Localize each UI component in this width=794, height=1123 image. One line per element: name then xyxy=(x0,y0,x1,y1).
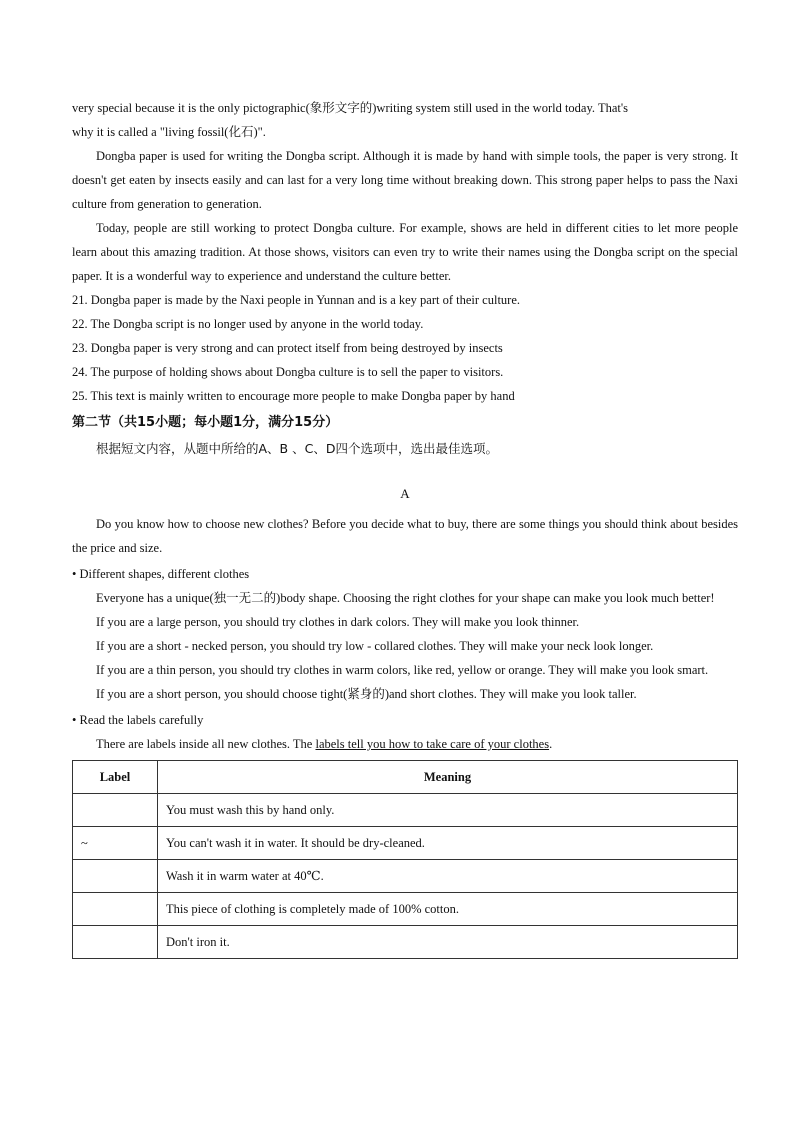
document-page xyxy=(72,96,738,959)
label-cell xyxy=(73,860,158,893)
table-row xyxy=(73,827,738,860)
passage-paragraph: Dongba paper is used for writing the Dongba script. Although it is made by hand with simple tools, the paper is very strong. It doesn't get eaten by insects easily and can last for a very long time without breaking down. This strong paper helps to pass the Naxi culture from generation to generation. xyxy=(72,149,738,211)
passage-intro: Do you know how to choose new clothes? Before you decide what to buy, there are some things you should think about besides the price and size. xyxy=(72,517,738,555)
question-21: 21. Dongba paper is made by the Naxi people in Yunnan and is a key part of their culture. xyxy=(72,293,521,307)
table-header-row xyxy=(73,761,738,794)
header-label: Label xyxy=(73,761,158,794)
meaning-cell: You must wash this by hand only. xyxy=(158,794,738,827)
bullet-heading: • Different shapes, different clothes xyxy=(72,567,250,581)
passage-paragraph: Today, people are still working to protect Dongba culture. For example, shows are held in different cities to let more people learn about this amazing tradition. At those shows, visitors can even try to write their names using the Dongba script on the special paper. It is a wonderful way to experience and understand the culture better. xyxy=(72,221,738,283)
passage-line: why it is called a "living fossil(化石)". xyxy=(72,125,266,139)
header-meaning: Meaning xyxy=(158,761,738,794)
label-cell xyxy=(73,794,158,827)
question-25: 25. This text is mainly written to encourage more people to make Dongba paper by hand xyxy=(72,389,515,403)
meaning-cell: You can't wash it in water. It should be dry-cleaned. xyxy=(158,827,738,860)
labels-intro-end: . xyxy=(549,737,553,751)
tip-short: If you are a short person, you should choose tight(紧身的)and short clothes. They will make you look taller. xyxy=(96,687,637,701)
section-title: 第二节（共15小题；每小题1分，满分15分） xyxy=(72,415,339,430)
tip-short-necked: If you are a short - necked person, you should try low - collared clothes. They will make your neck look longer. xyxy=(96,639,654,653)
shape-intro: Everyone has a unique(独一无二的)body shape. Choosing the right clothes for your shape can make you look much better! xyxy=(96,591,715,605)
table-row xyxy=(73,794,738,827)
question-22: 22. The Dongba script is no longer used by anyone in the world today. xyxy=(72,317,424,331)
bullet-heading: • Read the labels carefully xyxy=(72,713,204,727)
section-instruction: 根据短文内容，从题中所给的A、B 、C、D四个选项中，选出最佳选项。 xyxy=(96,441,498,456)
table-row xyxy=(73,926,738,959)
question-23: 23. Dongba paper is very strong and can protect itself from being destroyed by insects xyxy=(72,341,503,355)
labels-intro-underlined: labels tell you how to take care of your clothes xyxy=(315,737,550,751)
tip-thin: If you are a thin person, you should try clothes in warm colors, like red, yellow or orange. They will make you look smart. xyxy=(96,663,709,677)
tip-large: If you are a large person, you should try clothes in dark colors. They will make you look thinner. xyxy=(96,615,580,629)
label-cell: ~ xyxy=(73,827,158,860)
labels-intro-text: There are labels inside all new clothes. The xyxy=(96,737,316,751)
meaning-cell: Don't iron it. xyxy=(158,926,738,959)
table-row xyxy=(73,860,738,893)
label-meaning-table xyxy=(72,760,738,959)
label-cell xyxy=(73,926,158,959)
meaning-cell: This piece of clothing is completely made of 100% cotton. xyxy=(158,893,738,926)
label-cell xyxy=(73,893,158,926)
passage-label: A xyxy=(400,486,410,501)
table-row xyxy=(73,893,738,926)
passage-line: very special because it is the only pictographic(象形文字的)writing system still used in the world today. That's xyxy=(72,101,628,115)
question-24: 24. The purpose of holding shows about Dongba culture is to sell the paper to visitors. xyxy=(72,365,504,379)
labels-intro xyxy=(72,732,738,756)
meaning-cell: Wash it in warm water at 40℃. xyxy=(158,860,738,893)
